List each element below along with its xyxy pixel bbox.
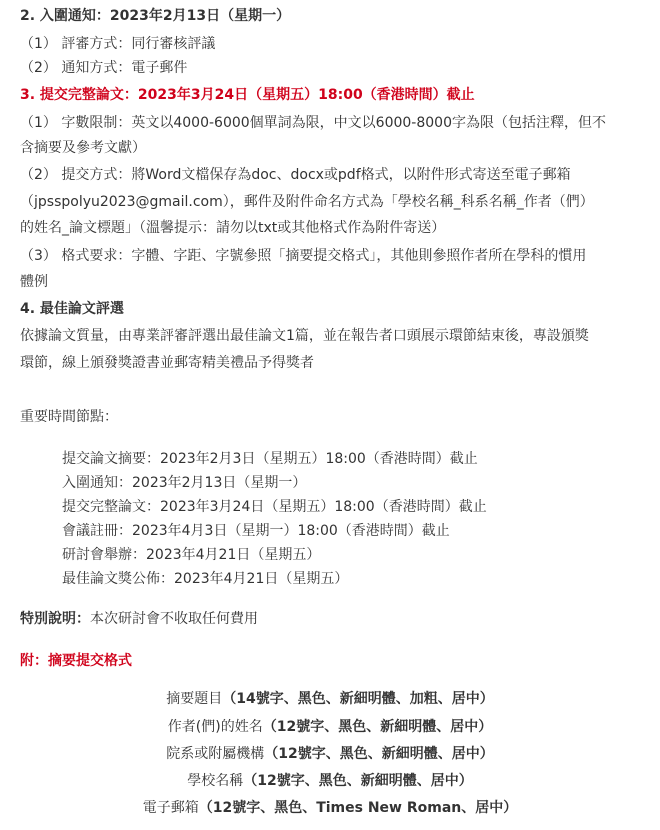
section-3-item-2-line-2: （jpsspolyu2023@gmail.com），郵件及附件命名方式為「學校名稱_科系名稱_作者（們） — [20, 194, 594, 210]
timeline-title: 重要時間節點： — [20, 409, 118, 425]
section-3-item-1-line-1: （1） 字數限制：英文以4000-6000個單詞為限，中文以6000-8000字為限（包括注釋，但不 — [20, 115, 606, 131]
special-note-text: 本次研討會不收取任何費用 — [90, 611, 258, 627]
section-3-item-3-line-1: （3） 格式要求：字體、字距、字號參照「摘要提交格式」，其他則參照作者所在學科的慣用 — [20, 248, 587, 264]
format-name: 學校名稱 — [187, 773, 244, 789]
format-row-department — [0, 742, 660, 766]
format-row-email — [0, 796, 660, 820]
section-3-item-3-line-2: 體例 — [20, 274, 48, 290]
format-spec: （12號字、黑色、Times New Roman、居中） — [198, 800, 518, 816]
format-spec: （12號字、黑色、新細明體、居中） — [262, 719, 493, 735]
timeline-item: 最佳論文獎公佈：2023年4月21日（星期五） — [62, 571, 349, 587]
format-name: 電子郵箱 — [142, 800, 199, 816]
section-4-heading: 4. 最佳論文評選 — [20, 301, 124, 317]
format-row-title — [0, 687, 660, 711]
section-2-heading: 2. 入圍通知：2023年2月13日（星期一） — [20, 8, 291, 24]
appendix-title: 附：摘要提交格式 — [20, 653, 132, 669]
special-note — [20, 607, 642, 631]
format-spec: （12號字、黑色、新細明體、居中） — [243, 773, 473, 789]
timeline-item: 提交論文摘要：2023年2月3日（星期五）18:00（香港時間）截止 — [62, 451, 478, 467]
special-note-label: 特別說明： — [20, 611, 90, 627]
format-name: 摘要題目 — [166, 691, 223, 707]
section-3-item-1-line-2: 含摘要及參考文獻） — [20, 140, 146, 156]
format-spec: （12號字、黑色、新細明體、居中） — [264, 746, 494, 762]
timeline-item: 入圍通知：2023年2月13日（星期一） — [62, 475, 307, 491]
section-2-item-2: （2） 通知方式：電子郵件 — [20, 60, 188, 76]
section-3-heading: 3. 提交完整論文：2023年3月24日（星期五）18:00（香港時間）截止 — [20, 87, 475, 103]
section-4-paragraph-line-2: 環節，線上頒發獎證書並郵寄精美禮品予得獎者 — [20, 355, 314, 371]
format-name: 院系或附屬機構 — [166, 746, 265, 762]
section-3-item-2-line-1: （2） 提交方式：將Word文檔保存為doc、docx或pdf格式，以附件形式寄送至電子郵箱 — [20, 167, 571, 183]
timeline-item: 會議註冊：2023年4月3日（星期一）18:00（香港時間）截止 — [62, 523, 450, 539]
format-name: 作者(們)的姓名 — [167, 719, 263, 735]
timeline-item: 提交完整論文：2023年3月24日（星期五）18:00（香港時間）截止 — [62, 499, 487, 515]
section-4-paragraph-line-1: 依據論文質量，由專業評審評選出最佳論文1篇，並在報告者口頭展示環節結束後，專設頒獎 — [20, 328, 589, 344]
format-row-authors — [0, 715, 660, 739]
timeline-item: 研討會舉辦：2023年4月21日（星期五） — [62, 547, 321, 563]
format-row-school — [0, 769, 660, 793]
format-spec: （14號字、黑色、新細明體、加粗、居中） — [222, 691, 494, 707]
section-3-item-2-line-3: 的姓名_論文標題」（溫馨提示：請勿以txt或其他格式作為附件寄送） — [20, 220, 446, 236]
section-2-item-1: （1） 評審方式：同行審核評議 — [20, 36, 216, 52]
